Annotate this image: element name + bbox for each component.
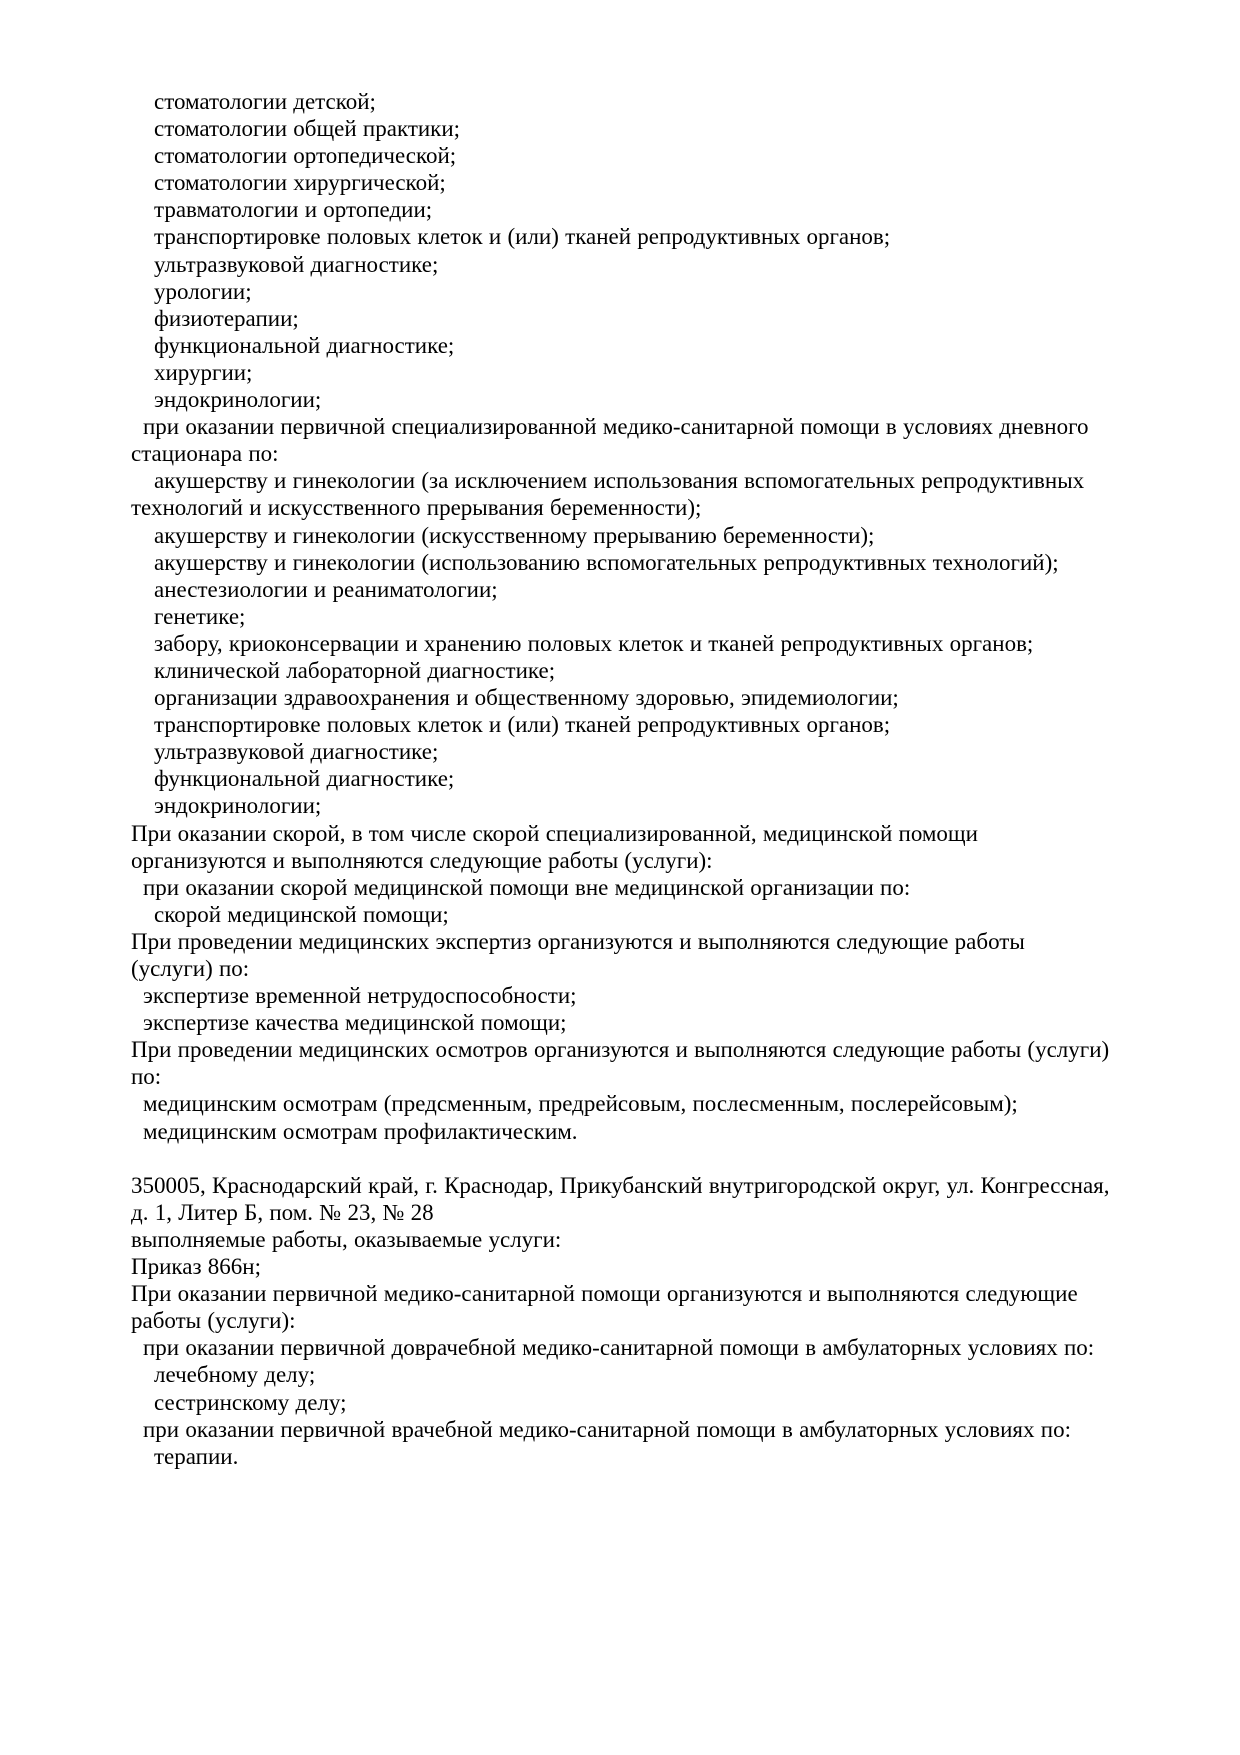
text-paragraph: при оказании первичной доврачебной медико-санитарной помощи в амбулаторных условиях по: xyxy=(143,1335,1095,1361)
text-paragraph: ультразвуковой диагностике; xyxy=(154,251,439,277)
blank-line xyxy=(131,1145,1111,1172)
text-paragraph: акушерству и гинекологии (искусственному прерыванию беременности); xyxy=(154,522,875,548)
text-paragraph: экспертизе временной нетрудоспособности; xyxy=(143,983,577,1009)
text-paragraph: анестезиологии и реаниматологии; xyxy=(154,576,498,602)
text-paragraph: при оказании первичной врачебной медико-санитарной помощи в амбулаторных условиях по: xyxy=(143,1416,1071,1442)
text-paragraph: при оказании первичной специализированной медико-санитарной помощи в условиях дневного стационара по: xyxy=(131,414,1089,467)
text-paragraph: стоматологии ортопедической; xyxy=(154,143,457,169)
text-paragraph: выполняемые работы, оказываемые услуги: xyxy=(131,1226,562,1252)
text-paragraph: При оказании скорой, в том числе скорой специализированной, медицинской помощи организуются и выполняются следующие работы (услуги): xyxy=(131,820,978,873)
text-paragraph: организации здравоохранения и общественному здоровью, эпидемиологии; xyxy=(154,685,899,711)
text-paragraph: ультразвуковой диагностике; xyxy=(154,739,439,765)
text-paragraph: Приказ 866н; xyxy=(131,1254,261,1280)
text-paragraph: забору, криоконсервации и хранению половых клеток и тканей репродуктивных органов; xyxy=(154,630,1034,656)
text-paragraph: урологии; xyxy=(154,278,252,304)
text-paragraph: генетике; xyxy=(154,603,246,629)
text-paragraph: стоматологии хирургической; xyxy=(154,170,446,196)
text-paragraph: акушерству и гинекологии (за исключением использования вспомогательных репродуктивных технологий и искусственного прерывания беременности); xyxy=(131,468,1085,521)
text-paragraph: физиотерапии; xyxy=(154,305,299,331)
text-paragraph: функциональной диагностике; xyxy=(154,332,455,358)
text-paragraph: сестринскому делу; xyxy=(154,1389,347,1415)
text-paragraph: клинической лабораторной диагностике; xyxy=(154,657,556,683)
text-paragraph: стоматологии общей практики; xyxy=(154,116,461,142)
text-paragraph: экспертизе качества медицинской помощи; xyxy=(143,1010,567,1036)
text-paragraph: медицинским осмотрам (предсменным, предрейсовым, послесменным, послерейсовым); xyxy=(143,1091,1018,1117)
text-paragraph: медицинским осмотрам профилактическим. xyxy=(143,1118,578,1144)
text-paragraph: функциональной диагностике; xyxy=(154,766,455,792)
text-paragraph: стоматологии детской; xyxy=(154,89,376,114)
text-paragraph: лечебному делу; xyxy=(154,1362,316,1388)
text-paragraph: транспортировке половых клеток и (или) тканей репродуктивных органов; xyxy=(154,224,891,250)
text-paragraph: скорой медицинской помощи; xyxy=(154,901,449,927)
text-paragraph: терапии. xyxy=(154,1443,239,1469)
text-paragraph: При проведении медицинских экспертиз организуются и выполняются следующие работы (услуги) по: xyxy=(131,928,1025,981)
text-paragraph: При проведении медицинских осмотров организуются и выполняются следующие работы (услуги) по: xyxy=(131,1037,1110,1090)
document-text-body xyxy=(131,88,1111,1470)
text-paragraph: 350005, Краснодарский край, г. Краснодар, Прикубанский внутригородской округ, ул. Конгрессная, д. 1, Литер Б, пом. № 23, № 28 xyxy=(131,1172,1110,1225)
text-paragraph: эндокринологии; xyxy=(154,793,322,819)
text-paragraph: эндокринологии; xyxy=(154,387,322,413)
text-paragraph: хирургии; xyxy=(154,359,253,385)
text-paragraph: акушерству и гинекологии (использованию вспомогательных репродуктивных технологий); xyxy=(154,549,1059,575)
text-paragraph: травматологии и ортопедии; xyxy=(154,197,433,223)
text-paragraph: транспортировке половых клеток и (или) тканей репродуктивных органов; xyxy=(154,712,891,738)
text-paragraph: При оказании первичной медико-санитарной помощи организуются и выполняются следующие работы (услуги): xyxy=(131,1281,1078,1334)
text-paragraph: при оказании скорой медицинской помощи вне медицинской организации по: xyxy=(143,874,911,900)
